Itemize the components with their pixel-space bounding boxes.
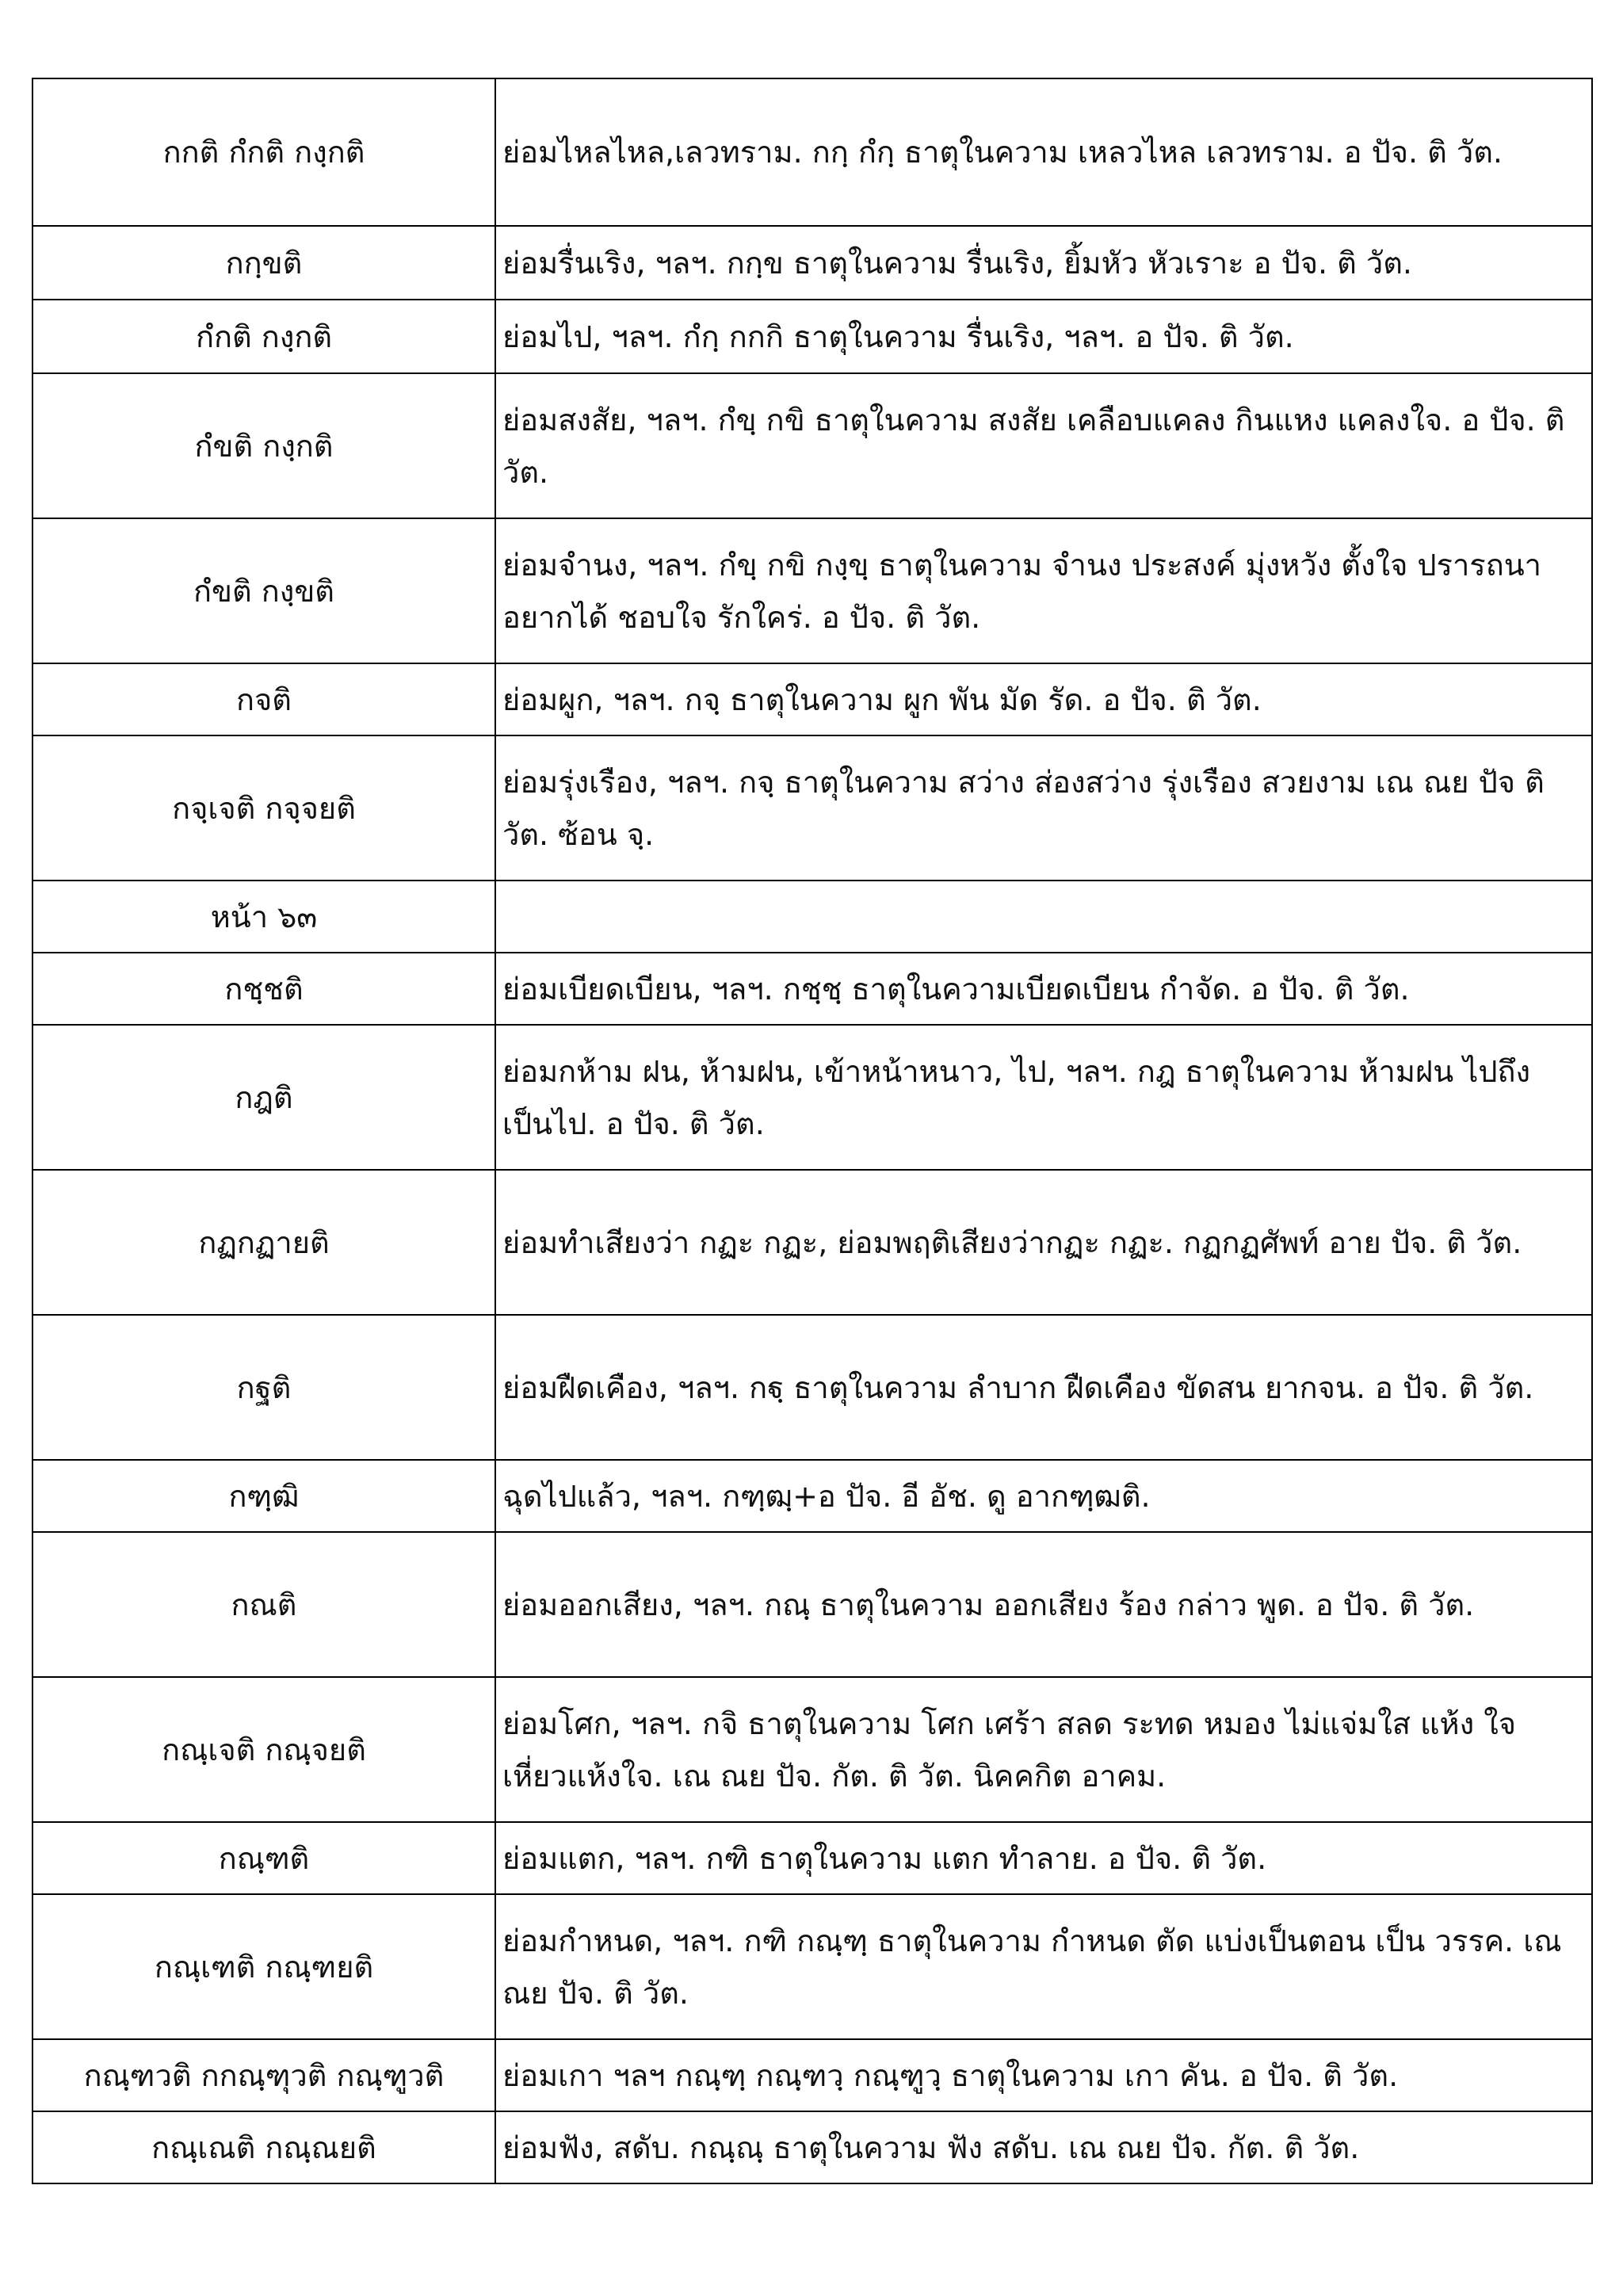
table-row bbox=[32, 1822, 1592, 1894]
entry-term: กณฺฑติ bbox=[32, 1822, 495, 1894]
entry-term: กฑฺฒิ bbox=[32, 1460, 495, 1532]
table-row bbox=[32, 518, 1592, 663]
entry-definition: ย่อมออกเสียง, ฯลฯ. กณฺ ธาตุในความ ออกเสียง ร้อง กล่าว พูด. อ ปัจ. ติ วัต. bbox=[495, 1532, 1592, 1677]
entry-term: กณฺเณติ กณฺณยติ bbox=[32, 2111, 495, 2183]
entry-term: กชฺชติ bbox=[32, 953, 495, 1025]
entry-definition: ย่อมฟัง, สดับ. กณฺณฺ ธาตุในความ ฟัง สดับ. เณ ณย ปัจ. กัต. ติ วัต. bbox=[495, 2111, 1592, 2183]
entry-definition: ย่อมทำเสียงว่า กฏะ กฏะ, ย่อมพฤติเสียงว่ากฏะ กฏะ. กฏกฏศัพท์ อาย ปัจ. ติ วัต. bbox=[495, 1170, 1592, 1315]
entry-term: กกฺขติ bbox=[32, 226, 495, 300]
entry-definition: ย่อมสงสัย, ฯลฯ. กํขฺ กขิ ธาตุในความ สงสัย เคลือบแคลง กินแหง แคลงใจ. อ ปัจ. ติ วัต. bbox=[495, 373, 1592, 518]
entry-term: กกติ กํกติ กงฺกติ bbox=[32, 78, 495, 226]
entry-definition: ย่อมเกา ฯลฯ กณฺฑฺ กณฺฑวฺ กณฺฑูวฺ ธาตุในความ เกา คัน. อ ปัจ. ติ วัต. bbox=[495, 2039, 1592, 2111]
entry-term: กฏกฏายติ bbox=[32, 1170, 495, 1315]
entry-definition: ย่อมเบียดเบียน, ฯลฯ. กชฺชฺ ธาตุในความเบียดเบียน กำจัด. อ ปัจ. ติ วัต. bbox=[495, 953, 1592, 1025]
entry-definition: ย่อมโศก, ฯลฯ. กจิ ธาตุในความ โศก เศร้า สลด ระทด หมอง ไม่แจ่มใส แห้ง ใจ เหี่ยวแห้งใจ. เณ ณย ปัจ. กัต. ติ วัต. นิคคกิต อาคม. bbox=[495, 1677, 1592, 1822]
entry-definition bbox=[495, 881, 1592, 953]
table-row bbox=[32, 1315, 1592, 1460]
entry-term: กณฺฑวติ กกณฺฑุวติ กณฺฑูวติ bbox=[32, 2039, 495, 2111]
entry-definition: ย่อมไหลไหล,เลวทราม. กกฺ กํกฺ ธาตุในความ เหลวไหล เลวทราม. อ ปัจ. ติ วัต. bbox=[495, 78, 1592, 226]
entry-term: กฐติ bbox=[32, 1315, 495, 1460]
entry-term: กณฺเฑติ กณฺฑยติ bbox=[32, 1894, 495, 2039]
entry-term: กํขติ กงฺขติ bbox=[32, 518, 495, 663]
entry-definition: ย่อมกห้าม ฝน, ห้ามฝน, เข้าหน้าหนาว, ไป, ฯลฯ. กฎ ธาตุในความ ห้ามฝน ไปถึง เป็นไป. อ ปัจ. ติ วัต. bbox=[495, 1025, 1592, 1170]
dictionary-table-body bbox=[32, 78, 1592, 2183]
table-row bbox=[32, 735, 1592, 881]
page-number: หน้า ๖๓ bbox=[32, 881, 495, 953]
table-row bbox=[32, 1677, 1592, 1822]
table-row bbox=[32, 373, 1592, 518]
entry-definition: ย่อมรุ่งเรือง, ฯลฯ. กจฺ ธาตุในความ สว่าง ส่องสว่าง รุ่งเรือง สวยงาม เณ ณย ปัจ ติ วัต. ซ้อน จฺ. bbox=[495, 735, 1592, 881]
entry-term: กํขติ กงฺกติ bbox=[32, 373, 495, 518]
table-row bbox=[32, 2111, 1592, 2183]
entry-term: กจฺเจติ กจฺจยติ bbox=[32, 735, 495, 881]
table-row bbox=[32, 78, 1592, 226]
entry-term: กณติ bbox=[32, 1532, 495, 1677]
entry-definition: ย่อมผูก, ฯลฯ. กจฺ ธาตุในความ ผูก พัน มัด รัด. อ ปัจ. ติ วัต. bbox=[495, 663, 1592, 735]
entry-definition: ย่อมไป, ฯลฯ. กํกฺ กกกิ ธาตุในความ รื่นเริง, ฯลฯ. อ ปัจ. ติ วัต. bbox=[495, 300, 1592, 373]
entry-definition: ฉุดไปแล้ว, ฯลฯ. กฑฺฒฺ+อ ปัจ. อี อัช. ดู อากฑฺฒติ. bbox=[495, 1460, 1592, 1532]
table-row bbox=[32, 1025, 1592, 1170]
table-row bbox=[32, 1170, 1592, 1315]
entry-term: กณฺเจติ กณฺจยติ bbox=[32, 1677, 495, 1822]
entry-definition: ย่อมแตก, ฯลฯ. กฑิ ธาตุในความ แตก ทำลาย. อ ปัจ. ติ วัต. bbox=[495, 1822, 1592, 1894]
entry-term: กฎติ bbox=[32, 1025, 495, 1170]
table-row bbox=[32, 663, 1592, 735]
dictionary-table bbox=[32, 78, 1593, 2184]
table-row bbox=[32, 1460, 1592, 1532]
table-row bbox=[32, 226, 1592, 300]
entry-definition: ย่อมฝืดเคือง, ฯลฯ. กฐฺ ธาตุในความ ลำบาก ฝืดเคือง ขัดสน ยากจน. อ ปัจ. ติ วัต. bbox=[495, 1315, 1592, 1460]
table-row bbox=[32, 2039, 1592, 2111]
table-row bbox=[32, 1532, 1592, 1677]
table-row bbox=[32, 300, 1592, 373]
entry-definition: ย่อมจำนง, ฯลฯ. กํขฺ กขิ กงฺขฺ ธาตุในความ จำนง ประสงค์ มุ่งหวัง ตั้งใจ ปรารถนา อยากได้ ชอบใจ รักใคร่. อ ปัจ. ติ วัต. bbox=[495, 518, 1592, 663]
page-marker-row bbox=[32, 881, 1592, 953]
entry-term: กํกติ กงฺกติ bbox=[32, 300, 495, 373]
entry-definition: ย่อมรื่นเริง, ฯลฯ. กกฺข ธาตุในความ รื่นเริง, ยิ้มหัว หัวเราะ อ ปัจ. ติ วัต. bbox=[495, 226, 1592, 300]
table-row bbox=[32, 1894, 1592, 2039]
entry-definition: ย่อมกำหนด, ฯลฯ. กฑิ กณฺฑฺ ธาตุในความ กำหนด ตัด แบ่งเป็นตอน เป็น วรรค. เณ ณย ปัจ. ติ วัต. bbox=[495, 1894, 1592, 2039]
table-row bbox=[32, 953, 1592, 1025]
entry-term: กจติ bbox=[32, 663, 495, 735]
